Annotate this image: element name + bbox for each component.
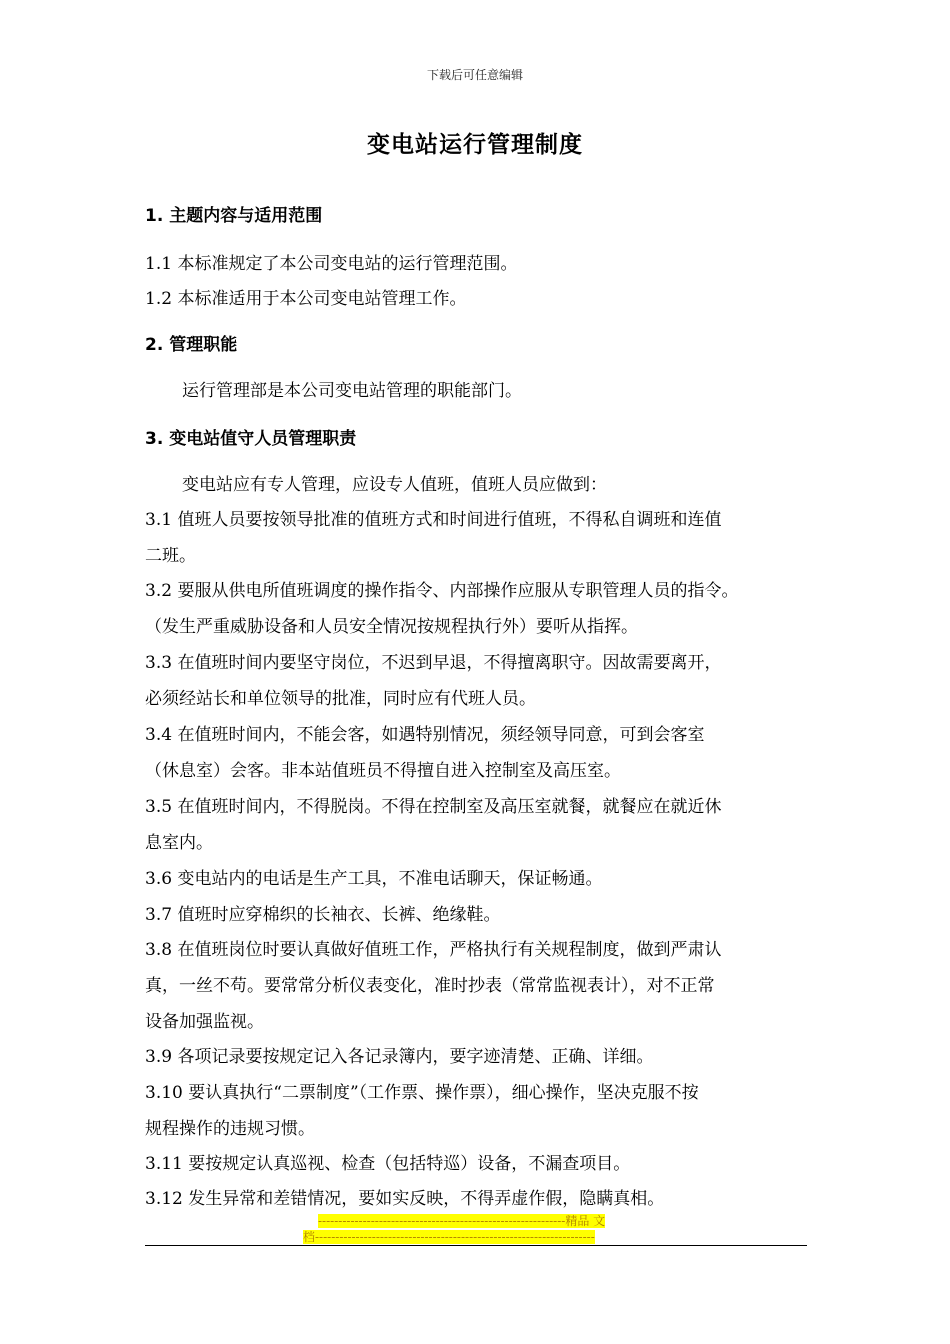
paragraph-3-2-line2: （发生严重威胁设备和人员安全情况按规程执行外）要听从指挥。: [145, 617, 638, 637]
section-2-heading: 2. 管理职能: [145, 335, 238, 355]
paragraph-3-1-line2: 二班。: [145, 546, 196, 566]
paragraph-3-8-line2: 真，一丝不苟。要常常分析仪表变化，准时抄表（常常监视表计），对不正常: [145, 976, 715, 996]
paragraph-3-10-line1: 3.10 要认真执行“二票制度”（工作票、操作票），细心操作，坚决克服不按: [145, 1083, 699, 1103]
paragraph-3-5-line2: 息室内。: [145, 833, 213, 853]
page-title: 变电站运行管理制度: [367, 132, 583, 158]
paragraph-3-5-line1: 3.5 在值班时间内，不得脱岗。不得在控制室及高压室就餐，就餐应在就近休: [145, 797, 722, 817]
paragraph-3-7: 3.7 值班时应穿棉织的长袖衣、长裤、绝缘鞋。: [145, 905, 501, 925]
paragraph-3-8-line3: 设备加强监视。: [145, 1012, 264, 1032]
section-1-heading: 1. 主题内容与适用范围: [145, 206, 323, 226]
footer-watermark-text1: -------------------------------------------------------------精品 文: [318, 1214, 606, 1228]
footer-divider: [145, 1245, 807, 1246]
paragraph-3-1-line1: 3.1 值班人员要按领导批准的值班方式和时间进行值班，不得私自调班和连值: [145, 510, 722, 530]
paragraph-3-3-line1: 3.3 在值班时间内要坚守岗位，不迟到早退，不得擅离职守。因故需要离开，: [145, 653, 722, 673]
footer-watermark-line2: [303, 1228, 663, 1245]
paragraph-3-8-line1: 3.8 在值班岗位时要认真做好值班工作，严格执行有关规程制度，做到严肃认: [145, 940, 722, 960]
paragraph-3-10-line2: 规程操作的违规习惯。: [145, 1119, 315, 1139]
header-note: 下载后可任意编辑: [426, 68, 523, 82]
paragraph-1-2: 1.2 本标准适用于本公司变电站管理工作。: [145, 289, 467, 309]
footer-watermark-text2: 档---------------------------------------------------------------------: [303, 1230, 595, 1244]
paragraph-3-2-line1: 3.2 要服从供电所值班调度的操作指令、内部操作应服从专职管理人员的指令。: [145, 581, 739, 601]
footer-watermark-line1: [318, 1212, 658, 1229]
paragraph-3-3-line2: 必须经站长和单位领导的批准，同时应有代班人员。: [145, 689, 536, 709]
paragraph-3-4-line1: 3.4 在值班时间内，不能会客，如遇特别情况，须经领导同意，可到会客室: [145, 725, 705, 745]
paragraph-3-12: 3.12 发生异常和差错情况，要如实反映，不得弄虚作假，隐瞒真相。: [145, 1189, 665, 1209]
section-3-heading: 3. 变电站值守人员管理职责: [145, 429, 357, 449]
paragraph-1-1: 1.1 本标准规定了本公司变电站的运行管理范围。: [145, 254, 518, 274]
paragraph-2-body: 运行管理部是本公司变电站管理的职能部门。: [182, 381, 522, 401]
paragraph-3-intro: 变电站应有专人管理，应设专人值班，值班人员应做到：: [182, 475, 607, 495]
paragraph-3-9: 3.9 各项记录要按规定记入各记录簿内，要字迹清楚、正确、详细。: [145, 1047, 654, 1067]
paragraph-3-6: 3.6 变电站内的电话是生产工具，不准电话聊天，保证畅通。: [145, 869, 603, 889]
paragraph-3-4-line2: （休息室）会客。非本站值班员不得擅自进入控制室及高压室。: [145, 761, 621, 781]
paragraph-3-11: 3.11 要按规定认真巡视、检查（包括特巡）设备，不漏查项目。: [145, 1154, 631, 1174]
